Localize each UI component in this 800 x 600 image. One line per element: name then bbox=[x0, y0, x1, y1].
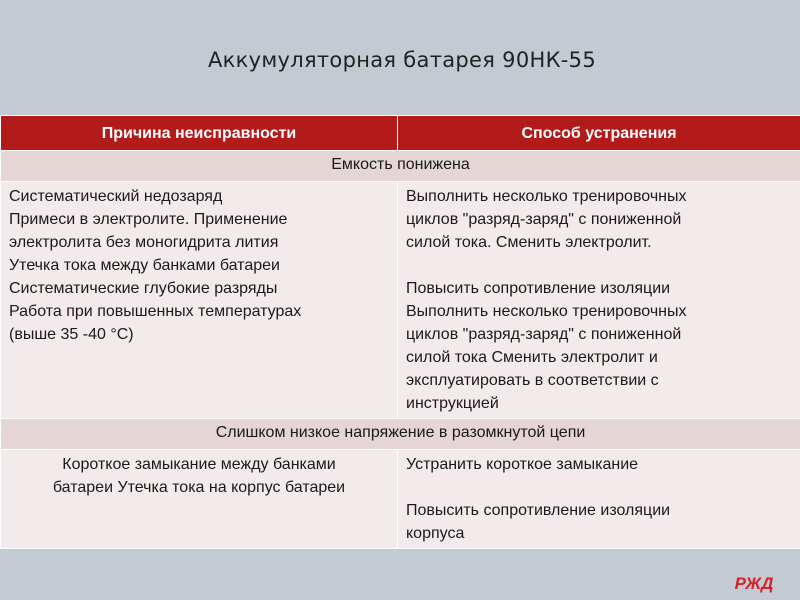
cause-line: батареи Утечка тока на корпус батареи bbox=[52, 479, 346, 496]
section-row-capacity bbox=[1, 151, 800, 182]
section-row-voltage bbox=[1, 419, 800, 450]
remedy-line: инструкцией bbox=[406, 395, 499, 412]
svg-text:РЖД: РЖД bbox=[734, 574, 774, 593]
remedy-cell bbox=[398, 182, 800, 419]
cause-line: Утечка тока между банками батареи bbox=[9, 257, 280, 274]
header-cause: Причина неисправности bbox=[1, 116, 398, 151]
cause-line: Систематические глубокие разряды bbox=[9, 280, 278, 297]
cause-line: (выше 35 -40 °С) bbox=[9, 326, 134, 343]
cause-line: Систематический недозаряд bbox=[9, 188, 223, 205]
cause-line: Работа при повышенных температурах bbox=[9, 303, 302, 320]
remedy-line: Устранить короткое замыкание bbox=[406, 456, 639, 473]
table-row bbox=[1, 182, 800, 419]
remedy-line: Повысить сопротивление изоляции bbox=[406, 502, 671, 519]
paragraph-gap bbox=[406, 476, 792, 499]
fault-table bbox=[0, 115, 800, 549]
remedy-line: корпуса bbox=[406, 525, 465, 542]
remedy-line: силой тока. Сменить электролит. bbox=[406, 234, 652, 251]
section-heading-capacity: Емкость понижена bbox=[1, 151, 800, 182]
cause-cell bbox=[1, 182, 398, 419]
remedy-line: Повысить сопротивление изоляции bbox=[406, 280, 671, 297]
remedy-line: Выполнить несколько тренировочных bbox=[406, 303, 687, 320]
slide-title: Аккумуляторная батарея 90НК-55 bbox=[208, 48, 597, 72]
remedy-line: Выполнить несколько тренировочных bbox=[406, 188, 687, 205]
cause-line: Примеси в электролите. Применение bbox=[9, 211, 288, 228]
remedy-line: циклов "разряд-заряд" с пониженной bbox=[406, 211, 682, 228]
header-remedy: Способ устранения bbox=[398, 116, 800, 151]
section-heading-voltage: Слишком низкое напряжение в разомкнутой цепи bbox=[1, 419, 800, 450]
cause-line: Короткое замыкание между банками bbox=[62, 456, 336, 473]
remedy-line: циклов "разряд-заряд" с пониженной bbox=[406, 326, 682, 343]
table-row bbox=[1, 450, 800, 549]
paragraph-gap bbox=[406, 254, 792, 277]
cause-cell bbox=[1, 450, 398, 549]
remedy-cell bbox=[398, 450, 800, 549]
table-header-row bbox=[1, 116, 800, 151]
remedy-line: силой тока Сменить электролит и bbox=[406, 349, 658, 366]
remedy-line: эксплуатировать в соответствии с bbox=[406, 372, 659, 389]
rzd-logo-icon bbox=[730, 569, 778, 595]
cause-line: электролита без моногидрита лития bbox=[9, 234, 279, 251]
